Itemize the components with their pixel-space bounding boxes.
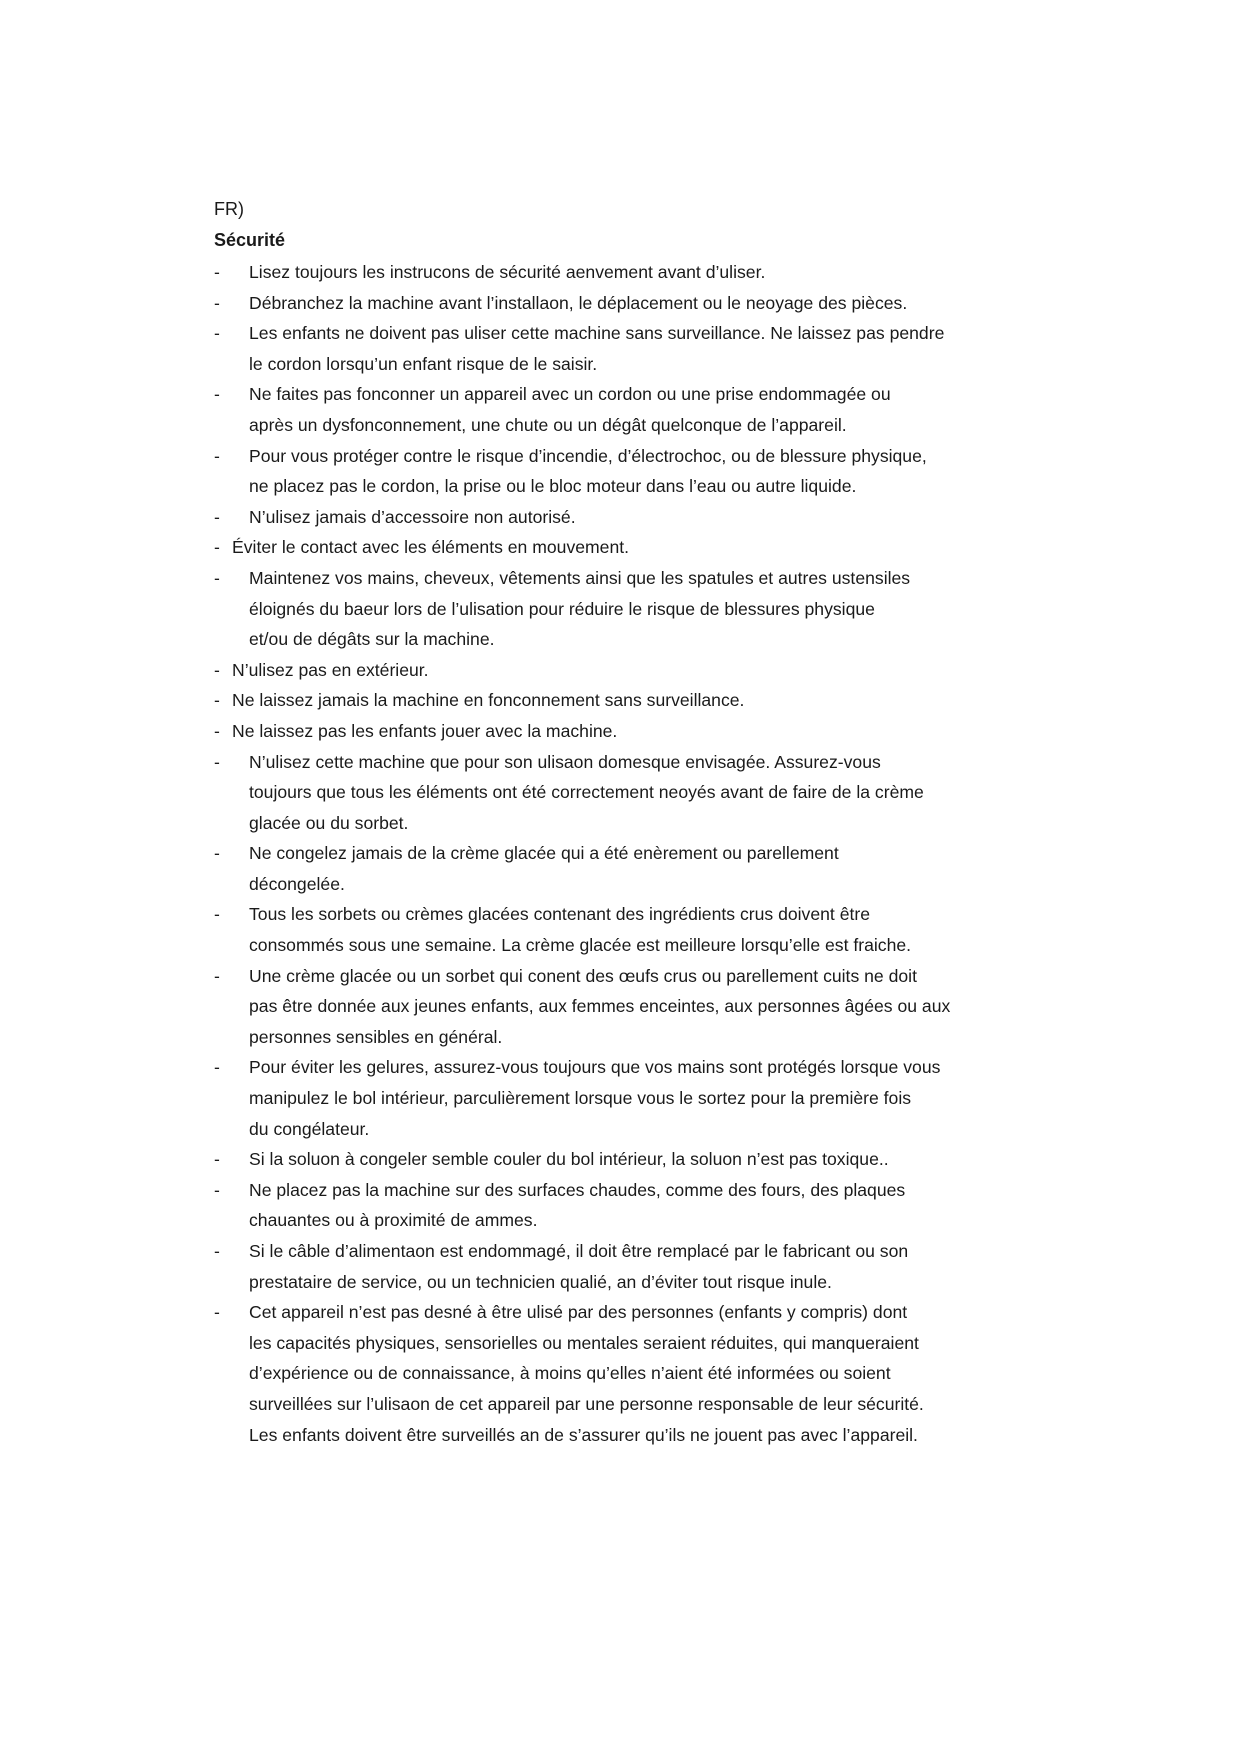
list-item: - Si la soluon à congeler semble couler du bol intérieur, la soluon n’est pas toxique.. bbox=[214, 1144, 1074, 1175]
list-item-text: Les enfants ne doivent pas uliser cette machine sans surveillance. Ne laissez pas pendre le cordon lorsqu’un enfant risque de le saisir. bbox=[249, 323, 945, 374]
list-item-text: Ne congelez jamais de la crème glacée qui a été enèrement ou parellement décongelée. bbox=[249, 843, 839, 894]
list-item-text: Ne laissez pas les enfants jouer avec la machine. bbox=[232, 720, 618, 741]
list-item-text: Cet appareil n’est pas desné à être ulisé par des personnes (enfants y compris) dont les capacités physiques, sensorielles ou mentales seraient réduites, qui manqueraient d’expérience ou de connaissance, à moins qu’elles n’aient été informées ou soient surveillées sur l’ulisaon de cet appareil par une personne responsable de leur sécurité. Les enfants doivent être surveillés an de s’assurer qu’ils ne jouent pas avec l’appareil. bbox=[249, 1302, 924, 1445]
list-item: - Ne congelez jamais de la crème glacée qui a été enèrement ou parellement décongelée. bbox=[214, 838, 1074, 899]
list-item-text: Ne faites pas fonconner un appareil avec un cordon ou une prise endommagée ou après un dysfonconnement, une chute ou un dégât quelconque de l’appareil. bbox=[249, 384, 891, 435]
list-item-text: Ne placez pas la machine sur des surfaces chaudes, comme des fours, des plaques chauantes ou à proximité de ammes. bbox=[249, 1179, 906, 1231]
list-item-text: Débranchez la machine avant l’installaon, le déplacement ou le neoyage des pièces. bbox=[249, 292, 908, 313]
list-item-text: Éviter le contact avec les éléments en mouvement. bbox=[232, 537, 630, 558]
language-label: FR) bbox=[214, 199, 244, 219]
list-item: - N’ulisez cette machine que pour son ulisaon domesque envisagée. Assurez-vous toujours que tous les éléments ont été correctement neoyés avant de faire de la crème glacée ou du sorbet. bbox=[214, 747, 1074, 839]
list-item-text: N’ulisez cette machine que pour son ulisaon domesque envisagée. Assurez-vous toujours que tous les éléments ont été correctement neoyés avant de faire de la crème glacée ou du sorbet. bbox=[249, 751, 924, 833]
list-item-text: Tous les sorbets ou crèmes glacées contenant des ingrédients crus doivent être consommés sous une semaine. La crème glacée est meilleure lorsqu’elle est fraiche. bbox=[249, 904, 912, 956]
list-item-text: Lisez toujours les instrucons de sécurité aenvement avant d’uliser. bbox=[249, 262, 766, 282]
list-item-text: Si la soluon à congeler semble couler du bol intérieur, la soluon n’est pas toxique.. bbox=[249, 1149, 889, 1170]
list-item-text: Si le câble d’alimentaon est endommagé, il doit être remplacé par le fabricant ou son prestataire de service, ou un technicien qualié, an d’éviter tout risque inule. bbox=[249, 1241, 909, 1292]
list-item: - Lisez toujours les instrucons de sécurité aenvement avant d’uliser. bbox=[214, 257, 1074, 288]
list-item: - Ne placez pas la machine sur des surfaces chaudes, comme des fours, des plaques chauantes ou à proximité de ammes. bbox=[214, 1175, 1074, 1236]
document-body bbox=[214, 196, 1074, 1450]
list-item: - Éviter le contact avec les éléments en mouvement. bbox=[214, 532, 1074, 563]
list-item: - Pour vous protéger contre le risque d’incendie, d’électrochoc, ou de blessure physique, ne placez pas le cordon, la prise ou le bloc moteur dans l’eau ou autre liquide. bbox=[214, 441, 1074, 502]
list-item: - Pour éviter les gelures, assurez-vous toujours que vos mains sont protégés lorsque vous manipulez le bol intérieur, parculièrement lorsque vous le sortez pour la première fois du congélateur. bbox=[214, 1052, 1074, 1144]
section-title: Sécurité bbox=[214, 230, 286, 250]
list-item-text: N’ulisez pas en extérieur. bbox=[232, 659, 429, 680]
list-item-text: Pour éviter les gelures, assurez-vous toujours que vos mains sont protégés lorsque vous manipulez le bol intérieur, parculièrement lorsque vous le sortez pour la première fois du congélateur. bbox=[249, 1057, 941, 1139]
list-item-text: Maintenez vos mains, cheveux, vêtements ainsi que les spatules et autres ustensiles éloignés du baeur lors de l’ulisation pour réduire le risque de blessures physique et/ou de dégâts sur la machine. bbox=[249, 567, 911, 650]
list-item-text: N’ulisez jamais d’accessoire non autorisé. bbox=[249, 506, 576, 527]
list-item: - Tous les sorbets ou crèmes glacées contenant des ingrédients crus doivent être consommés sous une semaine. La crème glacée est meilleure lorsqu’elle est fraiche. bbox=[214, 899, 1074, 960]
list-item-text: Une crème glacée ou un sorbet qui conent des œufs crus ou parellement cuits ne doit pas être donnée aux jeunes enfants, aux femmes enceintes, aux personnes âgées ou aux personnes sensibles en général. bbox=[249, 965, 951, 1047]
safety-list bbox=[214, 257, 1074, 1450]
list-item: - Si le câble d’alimentaon est endommagé, il doit être remplacé par le fabricant ou son prestataire de service, ou un technicien qualié, an d’éviter tout risque inule. bbox=[214, 1236, 1074, 1297]
list-item-text: Pour vous protéger contre le risque d’incendie, d’électrochoc, ou de blessure physique, ne placez pas le cordon, la prise ou le bloc moteur dans l’eau ou autre liquide. bbox=[249, 445, 927, 497]
list-item: - Les enfants ne doivent pas uliser cette machine sans surveillance. Ne laissez pas pendre le cordon lorsqu’un enfant risque de le saisir. bbox=[214, 318, 1074, 379]
list-item: - N’ulisez pas en extérieur. bbox=[214, 655, 1074, 686]
list-item: - Ne laissez pas les enfants jouer avec la machine. bbox=[214, 716, 1074, 747]
list-item: - Maintenez vos mains, cheveux, vêtements ainsi que les spatules et autres ustensiles éloignés du baeur lors de l’ulisation pour réduire le risque de blessures physique et/ou de dégâts sur la machine. bbox=[214, 563, 1074, 655]
list-item: - Une crème glacée ou un sorbet qui conent des œufs crus ou parellement cuits ne doit pas être donnée aux jeunes enfants, aux femmes enceintes, aux personnes âgées ou aux personnes sensibles en général. bbox=[214, 961, 1074, 1053]
list-item: - Ne faites pas fonconner un appareil avec un cordon ou une prise endommagée ou après un dysfonconnement, une chute ou un dégât quelconque de l’appareil. bbox=[214, 379, 1074, 440]
list-item-text: Ne laissez jamais la machine en fonconnement sans surveillance. bbox=[232, 690, 745, 711]
list-item: - Ne laissez jamais la machine en fonconnement sans surveillance. bbox=[214, 685, 1074, 716]
list-item: - Cet appareil n’est pas desné à être ulisé par des personnes (enfants y compris) dont les capacités physiques, sensorielles ou mentales seraient réduites, qui manqueraient d’expérience ou de connaissance, à moins qu’elles n’aient été informées ou soient surveillées sur l’ulisaon de cet appareil par une personne responsable de leur sécurité. Les enfants doivent être surveillés an de s’assurer qu’ils ne jouent pas avec l’appareil. bbox=[214, 1297, 1074, 1450]
list-item: - N’ulisez jamais d’accessoire non autorisé. bbox=[214, 502, 1074, 533]
list-item: - Débranchez la machine avant l’installaon, le déplacement ou le neoyage des pièces. bbox=[214, 288, 1074, 319]
